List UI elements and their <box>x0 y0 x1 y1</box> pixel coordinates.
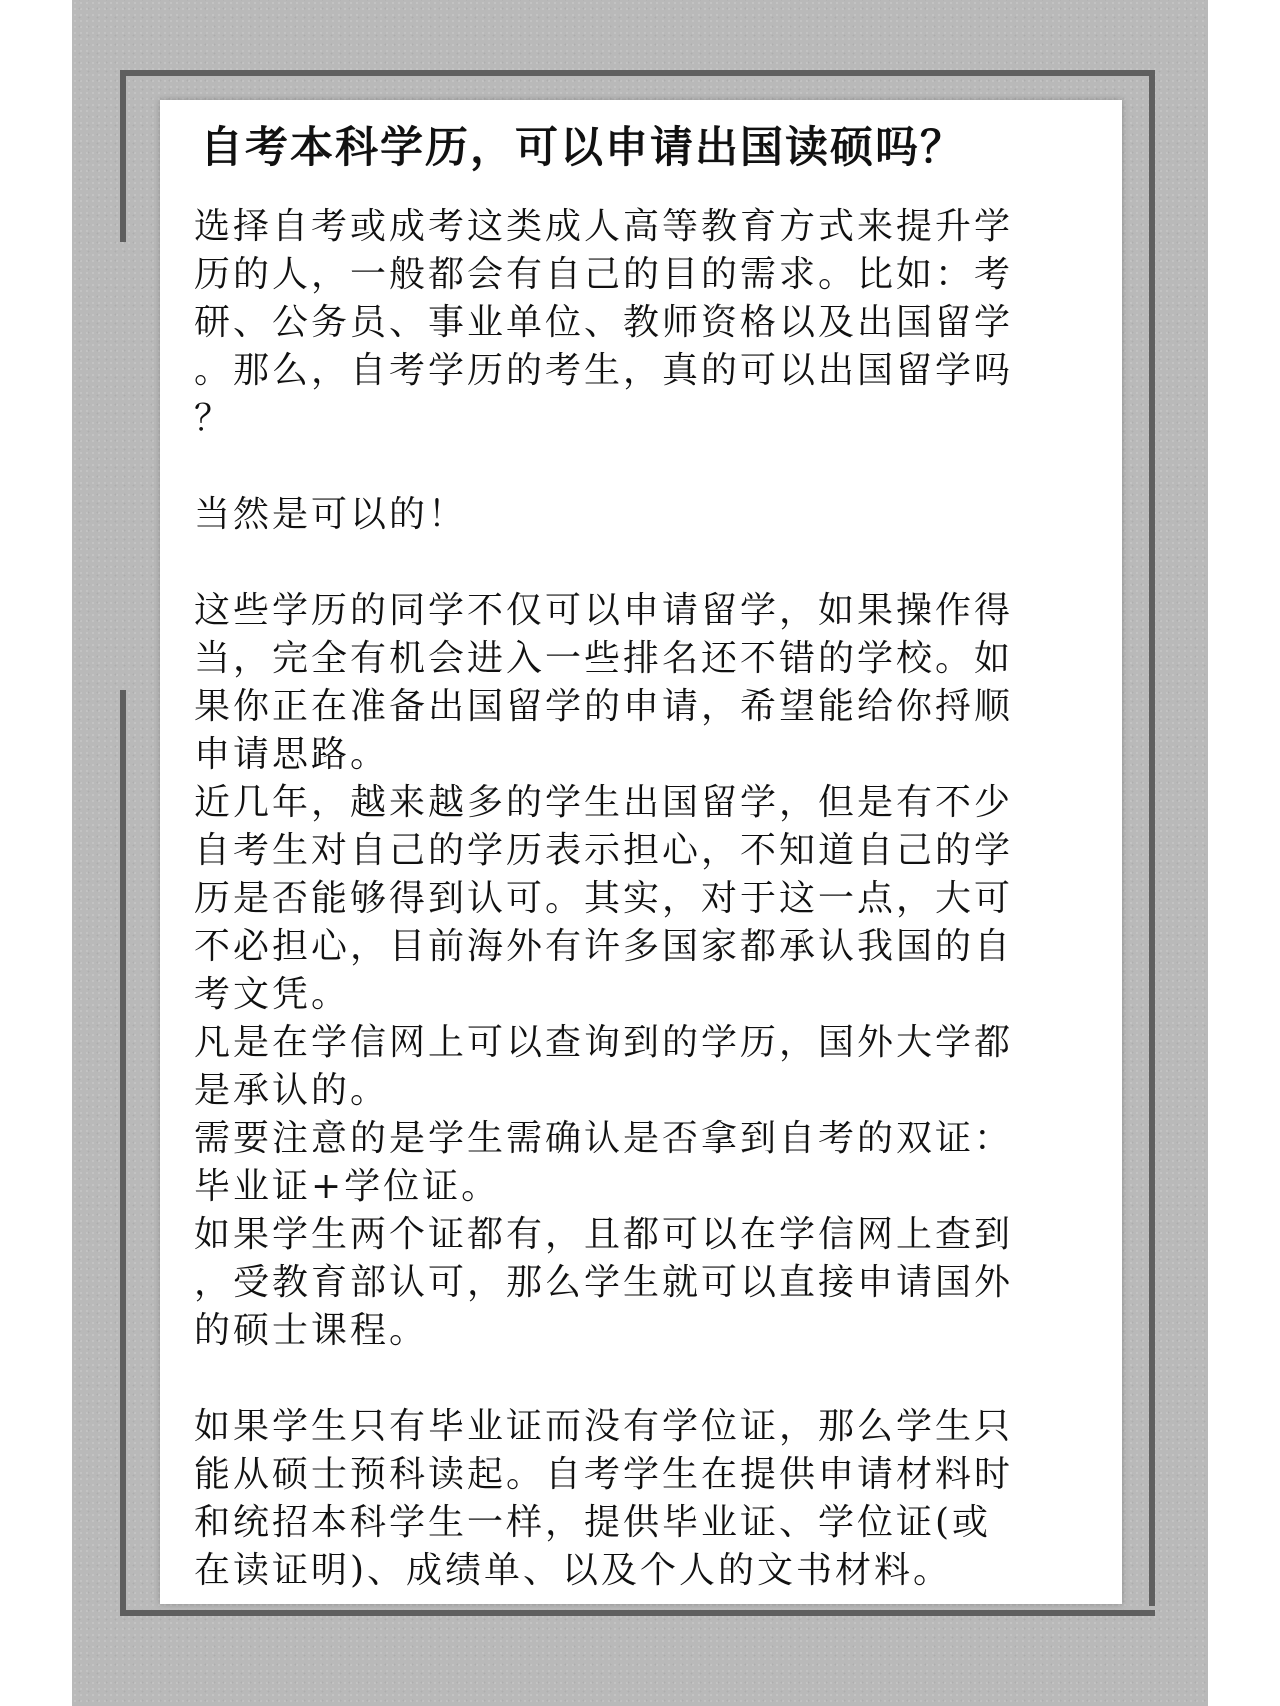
article-line: 。那么，自考学历的考生，真的可以出国留学吗 <box>194 350 1014 391</box>
article-line: 不必担心，目前海外有许多国家都承认我国的自 <box>194 926 1014 967</box>
article-line: 毕业证+学位证。 <box>194 1166 501 1207</box>
article-line: ？ <box>194 398 234 439</box>
article-line: 自考生对自己的学历表示担心，不知道自己的学 <box>194 830 1014 871</box>
blank-line <box>194 443 1100 491</box>
article-line: 近几年，越来越多的学生出国留学，但是有不少 <box>194 782 1014 823</box>
frame-line-top <box>120 70 1155 76</box>
article-line: 凡是在学信网上可以查询到的学历，国外大学都 <box>194 1022 1014 1063</box>
blank-line <box>194 539 1100 587</box>
article-line: 是承认的。 <box>194 1070 390 1111</box>
article-line: 需要注意的是学生需确认是否拿到自考的双证： <box>194 1118 1014 1159</box>
article-line: 历是否能够得到认可。其实，对于这一点，大可 <box>194 878 1014 919</box>
article-line: 考文凭。 <box>194 974 351 1015</box>
article-line: 历的人，一般都会有自己的目的需求。比如：考 <box>194 254 1014 295</box>
article-line: 如果学生两个证都有，且都可以在学信网上查到 <box>194 1214 1014 1255</box>
article-line: 当，完全有机会进入一些排名还不错的学校。如 <box>194 638 1014 679</box>
article-card <box>160 100 1122 1604</box>
article-line: 如果学生只有毕业证而没有学位证，那么学生只 <box>194 1406 1014 1447</box>
blank-line <box>194 1355 1100 1403</box>
article-line: 在读证明)、成绩单、以及个人的文书材料。 <box>194 1550 953 1591</box>
article-line: 申请思路。 <box>194 734 390 775</box>
article-line: 能从硕士预科读起。自考学生在提供申请材料时 <box>194 1454 1014 1495</box>
article-title: 自考本科学历，可以申请出国读硕吗？ <box>200 123 965 173</box>
article-line: 和统招本科学生一样，提供毕业证、学位证(或 <box>194 1502 992 1543</box>
article-body <box>194 203 1100 1595</box>
article-line: 这些学历的同学不仅可以申请留学，如果操作得 <box>194 590 1014 631</box>
frame-line-left-upper <box>120 70 126 242</box>
frame-line-bottom <box>120 1610 1155 1616</box>
article-line: ，受教育部认可，那么学生就可以直接申请国外 <box>194 1262 1014 1303</box>
frame-line-right <box>1149 70 1155 1606</box>
article-line: 当然是可以的！ <box>194 494 468 535</box>
frame-line-left-lower <box>120 690 126 1616</box>
article-line: 研、公务员、事业单位、教师资格以及出国留学 <box>194 302 1014 343</box>
article-line: 果你正在准备出国留学的申请，希望能给你捋顺 <box>194 686 1014 727</box>
article-line: 的硕士课程。 <box>194 1310 429 1351</box>
article-line: 选择自考或成考这类成人高等教育方式来提升学 <box>194 206 1014 247</box>
